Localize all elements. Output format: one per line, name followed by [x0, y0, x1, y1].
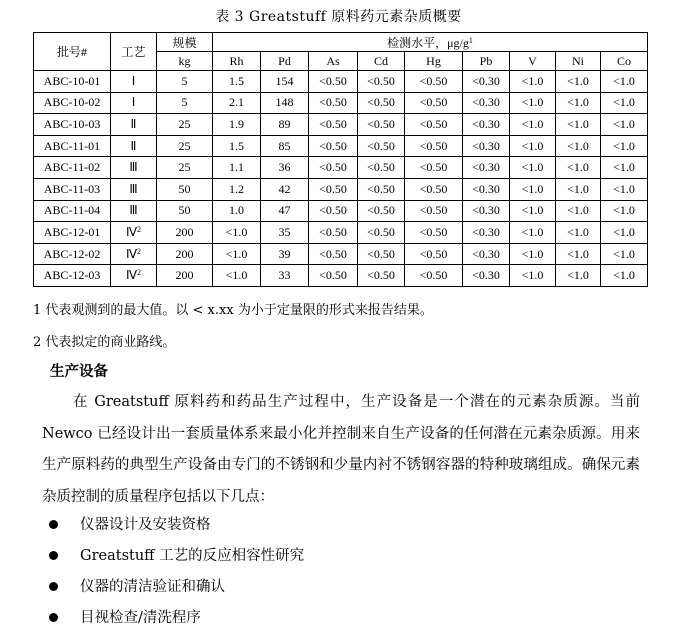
value-cell: <0.50 [309, 114, 358, 136]
value-cell: 36 [261, 157, 309, 179]
list-item: Greatstuff 工艺的反应相容性研究 [42, 541, 304, 572]
header-element: Cd [358, 52, 405, 71]
value-cell: <1.0 [510, 92, 556, 114]
value-cell: <1.0 [601, 71, 648, 93]
batch-cell: ABC-11-03 [34, 178, 111, 200]
value-cell: <1.0 [601, 200, 648, 222]
table-row [34, 71, 648, 93]
value-cell: <0.50 [309, 71, 358, 93]
value-cell: <0.50 [309, 135, 358, 157]
value-cell: <1.0 [510, 135, 556, 157]
scale-cell: 5 [157, 92, 213, 114]
header-detected-level: 检测水平，$\mu g/g^1$ [213, 33, 648, 52]
value-cell: <0.50 [309, 222, 358, 244]
table-caption: 表 3 Greatstuff 原料药元素杂质概要 [215, 9, 462, 25]
table-row [34, 114, 648, 136]
header-batch: 批号# [34, 33, 111, 71]
bullet-list [42, 510, 304, 634]
value-cell: 154 [261, 71, 309, 93]
value-cell: <0.30 [463, 71, 510, 93]
header-scale: 规模 [157, 33, 213, 52]
value-cell: 47 [261, 200, 309, 222]
value-cell: <1.0 [510, 114, 556, 136]
elemental-impurity-table [33, 32, 648, 287]
value-cell: <1.0 [556, 92, 601, 114]
table-row [34, 265, 648, 287]
value-cell: <1.0 [601, 178, 648, 200]
bullet-icon [49, 582, 58, 591]
scale-cell: 5 [157, 71, 213, 93]
process-cell: Ⅱ [111, 114, 157, 136]
value-cell: <0.50 [405, 135, 463, 157]
list-item: 仪器的清洁验证和确认 [42, 572, 304, 603]
value-cell: <0.50 [405, 222, 463, 244]
process-cell: Ⅲ [111, 157, 157, 179]
value-cell: <0.50 [309, 157, 358, 179]
batch-cell: ABC-11-04 [34, 200, 111, 222]
batch-cell: ABC-10-02 [34, 92, 111, 114]
value-cell: <0.30 [463, 265, 510, 287]
value-cell: <0.50 [405, 178, 463, 200]
value-cell: <0.30 [463, 222, 510, 244]
value-cell: <1.0 [510, 222, 556, 244]
table-row [34, 243, 648, 265]
header-element: Pb [463, 52, 510, 71]
scale-cell: 25 [157, 157, 213, 179]
value-cell: <0.50 [405, 114, 463, 136]
batch-cell: ABC-10-01 [34, 71, 111, 93]
value-cell: 39 [261, 243, 309, 265]
value-cell: <0.50 [405, 157, 463, 179]
value-cell: <1.0 [510, 200, 556, 222]
value-cell: <1.0 [601, 222, 648, 244]
value-cell: <1.0 [510, 243, 556, 265]
value-cell: <1.0 [213, 265, 261, 287]
value-cell: <0.30 [463, 157, 510, 179]
batch-cell: ABC-12-01 [34, 222, 111, 244]
value-cell: <1.0 [213, 222, 261, 244]
value-cell: <0.50 [309, 92, 358, 114]
batch-cell: ABC-11-02 [34, 157, 111, 179]
table-row [34, 135, 648, 157]
body-paragraph: 在 Greatstuff 原料药和药品生产过程中，生产设备是一个潜在的元素杂质源。当前 Newco 已经设计出一套质量体系来最小化并控制来自生产设备的任何潜在元素杂质源。用来生产原料药的典型生产设备由专门的不锈钢和少量内衬不锈钢容器的特种玻璃组成。确保元素杂质控制的质量程序包括以下几点： [42, 394, 640, 505]
value-cell: 85 [261, 135, 309, 157]
list-item: 目视检查/清洗程序 [42, 603, 304, 634]
process-cell: Ⅲ [111, 200, 157, 222]
process-cell: Ⅰ [111, 92, 157, 114]
scale-cell: 50 [157, 200, 213, 222]
value-cell: <0.50 [358, 200, 405, 222]
bullet-icon [49, 613, 58, 622]
value-cell: <0.50 [358, 222, 405, 244]
header-process: 工艺 [111, 33, 157, 71]
section-heading: 生产设备 [50, 363, 108, 380]
scale-cell: 200 [157, 243, 213, 265]
value-cell: <0.30 [463, 178, 510, 200]
process-cell: Ⅳ$^2$ [111, 222, 157, 244]
value-cell: 1.0 [213, 200, 261, 222]
value-cell: 33 [261, 265, 309, 287]
value-cell: <0.30 [463, 135, 510, 157]
value-cell: <0.50 [358, 178, 405, 200]
batch-cell: ABC-12-03 [34, 265, 111, 287]
value-cell: <1.0 [556, 200, 601, 222]
process-cell: Ⅱ [111, 135, 157, 157]
value-cell: <0.30 [463, 92, 510, 114]
value-cell: <1.0 [601, 157, 648, 179]
header-element: V [510, 52, 556, 71]
value-cell: <1.0 [601, 92, 648, 114]
value-cell: <0.30 [463, 114, 510, 136]
value-cell: <1.0 [601, 243, 648, 265]
value-cell: <0.50 [405, 200, 463, 222]
scale-cell: 25 [157, 114, 213, 136]
value-cell: <1.0 [510, 157, 556, 179]
value-cell: 1.5 [213, 71, 261, 93]
scale-cell: 200 [157, 222, 213, 244]
scale-cell: 200 [157, 265, 213, 287]
footnote-1: 1 代表观测到的最大值。以 < x.xx 为小于定量限的形式来报告结果。 [33, 303, 433, 318]
value-cell: <1.0 [556, 71, 601, 93]
value-cell: <1.0 [556, 178, 601, 200]
value-cell: <1.0 [601, 114, 648, 136]
header-element: Ni [556, 52, 601, 71]
value-cell: <0.50 [309, 200, 358, 222]
value-cell: <0.50 [358, 114, 405, 136]
value-cell: 1.2 [213, 178, 261, 200]
value-cell: 1.5 [213, 135, 261, 157]
batch-cell: ABC-11-01 [34, 135, 111, 157]
value-cell: <0.50 [309, 178, 358, 200]
value-cell: <0.50 [405, 243, 463, 265]
value-cell: 1.9 [213, 114, 261, 136]
table-row [34, 178, 648, 200]
value-cell: 1.1 [213, 157, 261, 179]
value-cell: <0.50 [358, 92, 405, 114]
value-cell: <0.50 [358, 265, 405, 287]
value-cell: <0.50 [405, 92, 463, 114]
value-cell: <1.0 [556, 265, 601, 287]
value-cell: <1.0 [556, 114, 601, 136]
value-cell: <0.50 [358, 243, 405, 265]
bullet-icon [49, 551, 58, 560]
value-cell: <1.0 [213, 243, 261, 265]
value-cell: <1.0 [510, 71, 556, 93]
value-cell: 148 [261, 92, 309, 114]
table-row [34, 92, 648, 114]
header-element: As [309, 52, 358, 71]
batch-cell: ABC-12-02 [34, 243, 111, 265]
value-cell: 35 [261, 222, 309, 244]
value-cell: <0.50 [405, 71, 463, 93]
value-cell: <1.0 [601, 265, 648, 287]
header-element: Pd [261, 52, 309, 71]
process-cell: Ⅰ [111, 71, 157, 93]
value-cell: 42 [261, 178, 309, 200]
scale-cell: 25 [157, 135, 213, 157]
value-cell: <1.0 [556, 135, 601, 157]
scale-cell: 50 [157, 178, 213, 200]
process-cell: Ⅳ$^2$ [111, 243, 157, 265]
value-cell: <1.0 [556, 243, 601, 265]
value-cell: <1.0 [556, 157, 601, 179]
value-cell: <0.50 [309, 265, 358, 287]
header-element: Co [601, 52, 648, 71]
value-cell: <0.50 [405, 265, 463, 287]
batch-cell: ABC-10-03 [34, 114, 111, 136]
header-element: Rh [213, 52, 261, 71]
value-cell: <1.0 [510, 178, 556, 200]
value-cell: <0.50 [358, 71, 405, 93]
value-cell: <1.0 [556, 222, 601, 244]
header-scale-unit: kg [157, 52, 213, 71]
list-item: 仪器设计及安装资格 [42, 510, 304, 541]
process-cell: Ⅳ$^2$ [111, 265, 157, 287]
footnote-2: 2 代表拟定的商业路线。 [33, 335, 176, 350]
value-cell: <0.50 [358, 135, 405, 157]
table-row [34, 222, 648, 244]
value-cell: <0.30 [463, 200, 510, 222]
header-element: Hg [405, 52, 463, 71]
value-cell: <1.0 [601, 135, 648, 157]
value-cell: 2.1 [213, 92, 261, 114]
value-cell: 89 [261, 114, 309, 136]
value-cell: <0.50 [358, 157, 405, 179]
table-row [34, 157, 648, 179]
value-cell: <1.0 [510, 265, 556, 287]
process-cell: Ⅲ [111, 178, 157, 200]
value-cell: <0.50 [309, 243, 358, 265]
table-row [34, 200, 648, 222]
value-cell: <0.30 [463, 243, 510, 265]
bullet-icon [49, 520, 58, 529]
